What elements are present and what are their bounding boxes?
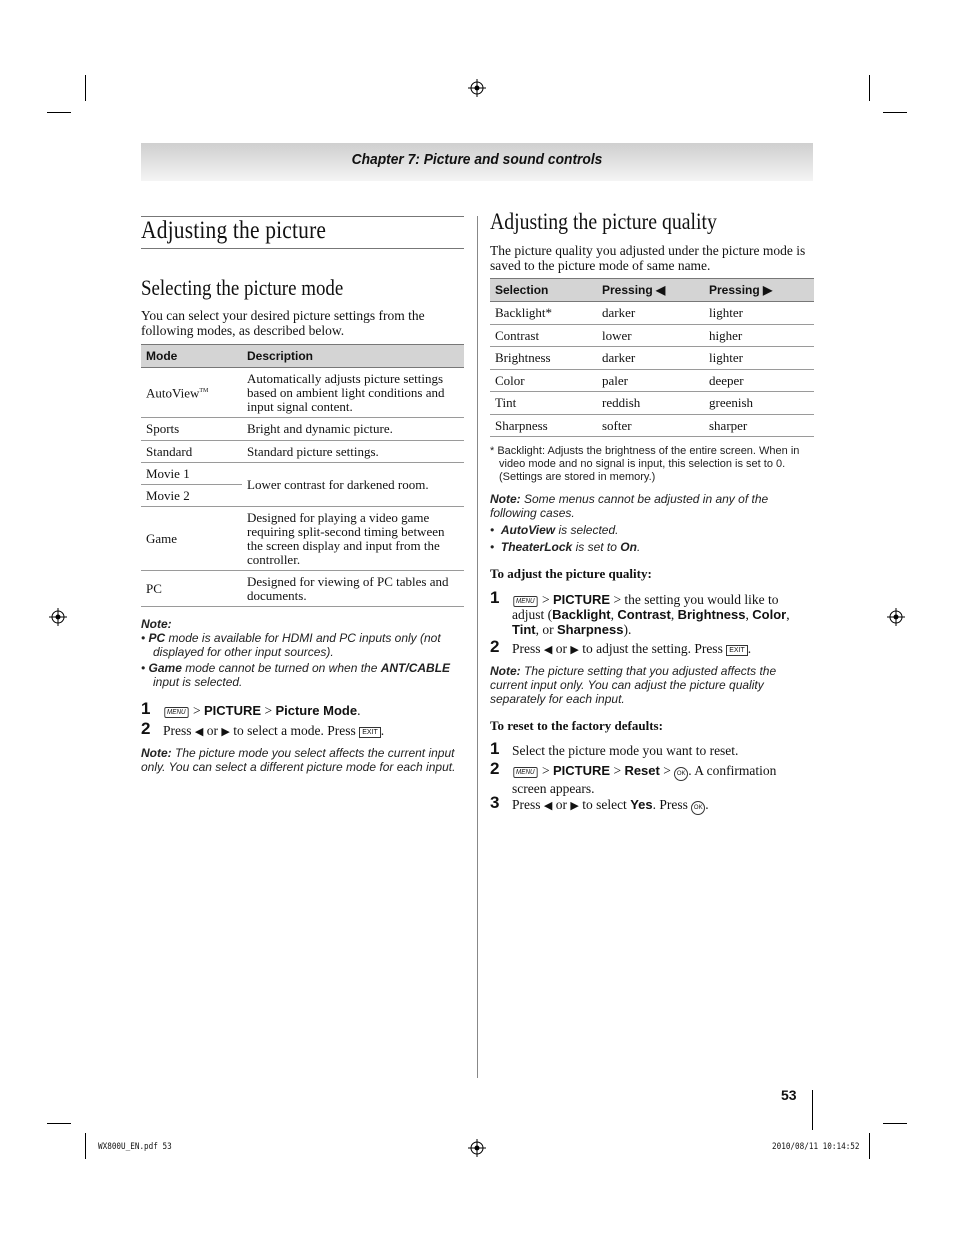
table-row (141, 418, 464, 441)
chapter-header (141, 143, 813, 181)
footer-file: WX800U_EN.pdf 53 (98, 1142, 172, 1152)
left-effect-cell: lower (597, 325, 704, 347)
right-arrow-icon: ▶ (570, 644, 579, 656)
step-number: 1 (490, 739, 500, 758)
left-effect-cell: softer (597, 415, 704, 437)
right-arrow-icon: ▶ (221, 726, 230, 738)
note-text: input is selected. (153, 675, 243, 689)
selection-cell: Contrast (490, 325, 597, 347)
left-arrow-icon: ◀ (543, 644, 553, 656)
mode-name: AutoView (146, 385, 200, 401)
step-text (512, 592, 812, 637)
selection-cell: Tint (490, 392, 597, 415)
step-text-part: to select (578, 797, 631, 812)
intro-paragraph: You can select your desired picture settings from the following modes, as described below. (141, 308, 425, 338)
step-text (163, 703, 463, 718)
note-keyword: AutoView (500, 523, 556, 537)
crop-mark-icon (47, 112, 71, 113)
step-number: 2 (490, 759, 500, 778)
step-text-part: Press (512, 641, 544, 656)
right-effect-cell: lighter (704, 347, 814, 370)
note-text: The picture setting that you adjusted affects the current input only. You can adjust the picture quality separately for each input. (490, 664, 777, 706)
table-row (490, 370, 814, 392)
procedure-heading: To adjust the picture quality: (490, 566, 652, 581)
ok-button-icon: OK (674, 767, 688, 781)
note-block (490, 664, 810, 706)
description-cell: Designed for viewing of PC tables and documents. (242, 571, 464, 607)
step-text-part: Press (512, 797, 544, 812)
left-effect-cell: darker (597, 347, 704, 370)
separator: , (786, 607, 790, 622)
right-effect-cell: greenish (704, 392, 814, 415)
registration-mark-icon (887, 608, 905, 626)
separator: , (670, 607, 678, 622)
punctuation: . (705, 797, 709, 812)
separator: > (538, 592, 553, 607)
left-effect-cell: reddish (597, 392, 704, 415)
note-label: Note: (490, 664, 521, 678)
crop-mark-icon (883, 1123, 907, 1124)
note-keyword: TheaterLock (500, 540, 573, 554)
table-row (141, 507, 464, 571)
menu-button-icon: MENU (164, 707, 188, 718)
description-cell: Lower contrast for darkened room. (242, 463, 464, 507)
step-text-part: or (552, 797, 571, 812)
step-text (163, 723, 463, 740)
note-block (141, 746, 464, 774)
step-text-part: or (203, 723, 222, 738)
mode-cell: PC (141, 571, 242, 607)
menu-keyword: PICTURE (204, 703, 262, 718)
chapter-title: Chapter 7: Picture and sound controls (351, 151, 603, 168)
step-number: 1 (141, 699, 151, 718)
note-bullet: • AutoView is selected. (490, 523, 619, 537)
note-text: Some menus cannot be adjusted in any of the following cases. (490, 492, 769, 520)
step-text: Select the picture mode you want to reset. (512, 743, 739, 758)
mode-cell: Standard (141, 441, 242, 463)
punctuation: . (636, 540, 641, 554)
note-bullet: • TheaterLock is set to On. (490, 540, 641, 554)
registration-mark-icon (468, 79, 486, 97)
punctuation: . (380, 723, 385, 738)
selection-cell: Color (490, 370, 597, 392)
step-text-part: to select a mode. Press (229, 723, 360, 738)
step-number: 1 (490, 588, 500, 607)
picture-mode-table (141, 344, 464, 607)
note-text: is selected. (555, 523, 619, 537)
menu-button-icon: MENU (513, 596, 537, 607)
punctuation: ). (623, 622, 632, 637)
section-title: Adjusting the picture quality (490, 209, 717, 234)
separator: > (189, 703, 204, 718)
description-cell: Bright and dynamic picture. (242, 418, 464, 441)
menu-keyword: Brightness (677, 607, 746, 622)
left-arrow-icon: ◀ (543, 800, 553, 812)
exit-button-icon: EXIT (726, 645, 748, 656)
separator: , or (535, 622, 557, 637)
left-arrow-icon: ◀ (194, 726, 204, 738)
note-text: is set to (572, 540, 621, 554)
separator: > (261, 703, 276, 718)
menu-keyword: Sharpness (556, 622, 624, 637)
separator: , (745, 607, 753, 622)
crop-mark-icon (85, 75, 86, 101)
note-label: Note: (490, 492, 521, 506)
punctuation: . (747, 641, 752, 656)
menu-keyword: Contrast (617, 607, 671, 622)
step-text-part: . A confirmation screen appears. (512, 763, 777, 796)
left-effect-cell: paler (597, 370, 704, 392)
mode-cell: Movie 2 (141, 485, 242, 507)
step-number: 3 (490, 793, 500, 812)
description-cell: Designed for playing a video game requiring split-second timing between the screen display and input from the controller. (242, 507, 464, 571)
page-title: Adjusting the picture (141, 217, 327, 244)
selection-cell: Backlight* (490, 302, 597, 325)
table-row (141, 571, 464, 607)
menu-keyword: PICTURE (553, 763, 611, 778)
step-text (512, 797, 812, 815)
selection-cell: Brightness (490, 347, 597, 370)
registration-mark-icon (49, 608, 67, 626)
note-label: Note: (141, 746, 172, 760)
menu-keyword: Picture Mode (275, 703, 358, 718)
note-keyword: On (620, 540, 637, 554)
menu-keyword: Color (752, 607, 787, 622)
mode-cell: Game (141, 507, 242, 571)
note-keyword: ANT/CABLE (380, 661, 451, 675)
trademark: TM (199, 388, 209, 395)
step-text-part: . Press (652, 797, 692, 812)
separator: , (610, 607, 618, 622)
right-effect-cell: sharper (704, 415, 814, 437)
note-keyword: Game (148, 661, 182, 675)
note-text: mode cannot be turned on when the (181, 661, 381, 675)
right-effect-cell: higher (704, 325, 814, 347)
right-effect-cell: lighter (704, 302, 814, 325)
menu-button-icon: MENU (513, 767, 537, 778)
note-keyword: PC (148, 631, 166, 645)
step-text (512, 641, 812, 658)
separator: > (538, 763, 553, 778)
table-row (141, 368, 464, 418)
step-number: 2 (141, 719, 151, 738)
note-bullet: • Game mode cannot be turned on when the ANT/CABLE input is selected. (141, 661, 451, 689)
table-row (141, 463, 464, 485)
table-header: Mode (141, 345, 242, 368)
menu-keyword: Reset (624, 763, 660, 778)
right-effect-cell: deeper (704, 370, 814, 392)
menu-keyword: Yes (630, 797, 653, 812)
crop-mark-icon (869, 1133, 870, 1159)
ok-button-icon: OK (691, 801, 705, 815)
page-number-rule (812, 1090, 813, 1130)
note-label: Note: (141, 617, 172, 631)
table-row (141, 441, 464, 463)
table-row (490, 392, 814, 415)
left-effect-cell: darker (597, 302, 704, 325)
table-header: Pressing ▶ (704, 279, 814, 302)
note-text: mode is available for HDMI and PC inputs only (not displayed for other input sources). (153, 631, 441, 659)
exit-button-icon: EXIT (359, 727, 381, 738)
step-text-part: Press (163, 723, 195, 738)
menu-keyword: Backlight (552, 607, 611, 622)
separator: > (610, 763, 625, 778)
title-rule-bottom (141, 248, 464, 249)
table-header-row (141, 345, 464, 368)
column-divider (477, 216, 478, 1078)
step-text-part: to adjust the setting. Press (578, 641, 727, 656)
table-row (490, 415, 814, 437)
step-text-part: or (552, 641, 571, 656)
selection-cell: Sharpness (490, 415, 597, 437)
step-text (512, 763, 812, 796)
table-header: Description (242, 345, 464, 368)
intro-paragraph: The picture quality you adjusted under the picture mode is saved to the picture mode of same name. (490, 243, 806, 273)
crop-mark-icon (47, 1123, 71, 1124)
punctuation: . (357, 703, 361, 718)
description-cell: Automatically adjusts picture settings based on ambient light conditions and input signal content. (242, 368, 464, 418)
table-header: Pressing ◀ (597, 279, 704, 302)
step-text-part: > the setting you would like to adjust ( (512, 592, 779, 622)
note-text: The picture mode you select affects the current input only. You can select a different picture mode for each input. (141, 746, 456, 774)
crop-mark-icon (883, 112, 907, 113)
picture-quality-table (490, 278, 814, 437)
note-bullet: • PC mode is available for HDMI and PC inputs only (not displayed for other input sources). (141, 631, 441, 659)
crop-mark-icon (869, 75, 870, 101)
step-number: 2 (490, 637, 500, 656)
table-header-row (490, 279, 814, 302)
registration-mark-icon (468, 1139, 486, 1157)
note-block (141, 617, 464, 689)
mode-cell: Sports (141, 418, 242, 441)
section-title: Selecting the picture mode (141, 275, 344, 300)
menu-keyword: Tint (512, 622, 536, 637)
footer-datetime: 2010/08/11 10:14:52 (772, 1142, 860, 1152)
procedure-heading: To reset to the factory defaults: (490, 718, 663, 733)
page-number: 53 (781, 1087, 797, 1103)
separator: > (659, 763, 675, 778)
table-header: Selection (490, 279, 597, 302)
right-arrow-icon: ▶ (570, 800, 579, 812)
table-row (490, 347, 814, 370)
table-footnote: * Backlight: Adjusts the brightness of the entire screen. When in video mode and no signal is input, this selection is set to 0. (Settings are stored in memory.) (490, 445, 800, 483)
mode-cell: Movie 1 (141, 463, 242, 485)
table-row (490, 325, 814, 347)
table-row (490, 302, 814, 325)
description-cell: Standard picture settings. (242, 441, 464, 463)
note-block (490, 492, 810, 554)
crop-mark-icon (85, 1133, 86, 1159)
mode-cell (141, 368, 242, 418)
menu-keyword: PICTURE (553, 592, 611, 607)
